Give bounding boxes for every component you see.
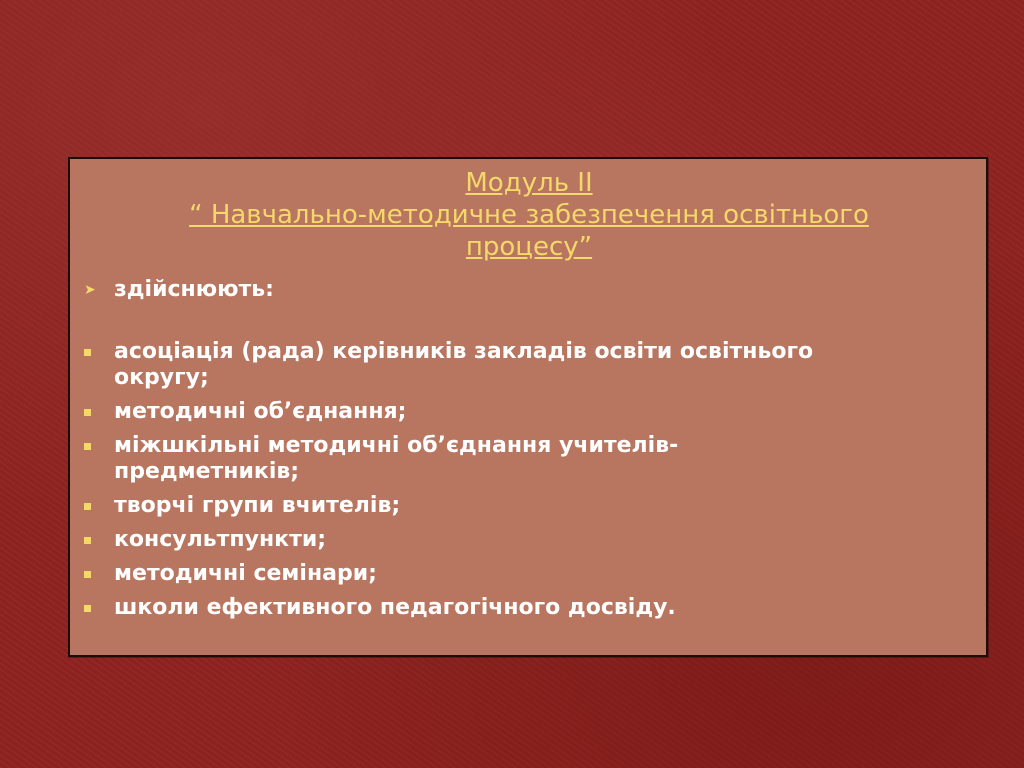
square-bullet-icon [82,527,114,553]
content-box [68,157,988,657]
title-module: Модуль ІІ [465,168,593,198]
list-item [82,399,976,425]
list-item-line: творчі групи вчителів; [114,493,401,518]
list-item-line: консультпункти; [114,527,327,552]
lead-row [82,277,976,303]
list-item [82,561,976,587]
square-bullet-icon [82,433,114,459]
title-subject-line1: “ Навчально-методичне забезпечення освітнього [189,200,869,230]
list-item-line: методичні об’єднання; [114,399,407,424]
square-bullet-icon [82,399,114,425]
list-item-line: школи ефективного педагогічного досвіду. [114,595,676,620]
slide-title [82,167,976,263]
list-item-line: предметників; [114,459,300,484]
list-item [82,527,976,553]
square-bullet-icon [82,493,114,519]
list-item-text [114,561,377,587]
list-item-text [114,595,676,621]
square-bullet-icon [82,595,114,621]
list-item-text [114,527,326,553]
list-item-line: асоціація (рада) керівників закладів освіти освітнього [114,339,814,364]
title-subject-line2: процесу” [465,232,593,262]
list-item [82,493,976,519]
square-bullet-icon [82,339,114,365]
list-item-text [114,433,678,485]
list-item-line: округу; [114,365,209,390]
lead-text: здійснюють: [114,277,274,302]
list-item [82,339,976,391]
list-item-line: методичні семінари; [114,561,377,586]
list-item-line: міжшкільні методичні об’єднання учителів- [114,433,679,458]
list-item-text [114,399,406,425]
list-item-text [114,339,813,391]
bullet-list [82,339,976,621]
list-item-text [114,493,400,519]
list-item [82,433,976,485]
square-bullet-icon [82,561,114,587]
list-item [82,595,976,621]
arrow-bullet-icon: ➤ [84,282,96,298]
